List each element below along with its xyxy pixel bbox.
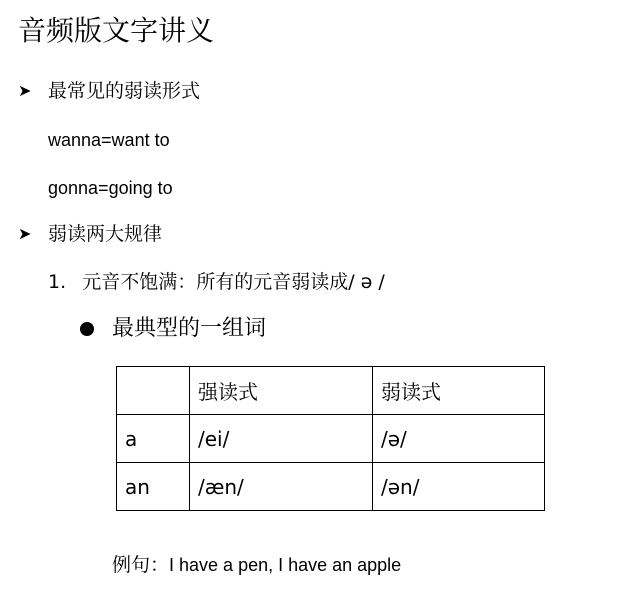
section-heading-label: 最常见的弱读形式 bbox=[48, 80, 201, 102]
rule-text: 元音不饱满：所有的元音弱读成/ ə / bbox=[82, 271, 385, 293]
table-cell: /æn/ bbox=[190, 463, 373, 511]
section-heading-rules bbox=[18, 221, 162, 247]
table-header-cell bbox=[117, 367, 190, 415]
page-title: 音频版文字讲义 bbox=[18, 14, 215, 47]
rule-item-1 bbox=[48, 269, 385, 295]
sub-bullet-label: 最典型的一组词 bbox=[112, 316, 267, 341]
arrow-bullet-icon: ➤ bbox=[18, 81, 32, 100]
arrow-bullet-icon: ➤ bbox=[18, 224, 32, 243]
section-heading-label: 弱读两大规律 bbox=[48, 223, 163, 245]
table-cell: /ən/ bbox=[373, 463, 545, 511]
table-row bbox=[117, 415, 545, 463]
example-gonna: gonna=going to bbox=[48, 178, 173, 198]
table-cell: /ei/ bbox=[190, 415, 373, 463]
table-cell: a bbox=[117, 415, 190, 463]
table-cell: an bbox=[117, 463, 190, 511]
table-cell: /ə/ bbox=[373, 415, 545, 463]
table-header-cell: 强读式 bbox=[190, 367, 373, 415]
weak-form-table bbox=[116, 366, 545, 511]
sub-bullet-typical-words bbox=[80, 314, 266, 344]
example-text: I have a pen, I have an apple bbox=[169, 555, 402, 575]
example-sentence bbox=[112, 552, 401, 578]
round-bullet-icon bbox=[80, 322, 94, 336]
rule-number: 1. bbox=[48, 271, 67, 293]
table-header-cell: 弱读式 bbox=[373, 367, 545, 415]
example-label: 例句： bbox=[112, 554, 170, 576]
section-heading-weak-forms bbox=[18, 78, 200, 104]
table-header-row bbox=[117, 367, 545, 415]
example-wanna: wanna=want to bbox=[48, 130, 170, 150]
table-row bbox=[117, 463, 545, 511]
